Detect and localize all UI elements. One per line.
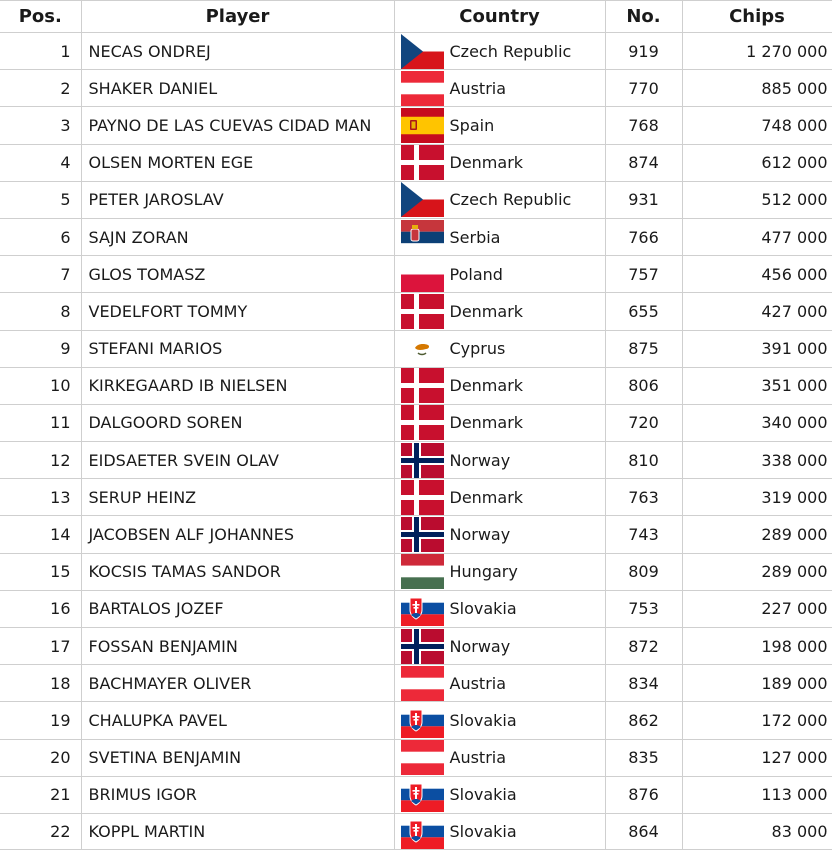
cell-country	[394, 739, 605, 776]
cell-pos: 6	[0, 218, 81, 255]
cell-chips: 289 000	[682, 553, 832, 590]
cell-no: 876	[605, 776, 682, 813]
cell-pos: 20	[0, 739, 81, 776]
flag-at-icon	[401, 666, 444, 701]
cell-pos: 14	[0, 516, 81, 553]
cell-no: 757	[605, 256, 682, 293]
cell-pos: 16	[0, 590, 81, 627]
cell-country	[394, 590, 605, 627]
flag-dk-icon	[401, 480, 444, 515]
cell-chips: 113 000	[682, 776, 832, 813]
cell-no: 835	[605, 739, 682, 776]
cell-no: 931	[605, 181, 682, 218]
cell-pos: 18	[0, 665, 81, 702]
cell-country	[394, 442, 605, 479]
cell-country	[394, 404, 605, 441]
country-name: Slovakia	[449, 599, 517, 619]
flag-sk-icon	[401, 703, 444, 738]
table-row	[0, 665, 832, 702]
country-name: Cyprus	[449, 339, 506, 359]
flag-no-icon	[401, 629, 444, 664]
cell-no: 720	[605, 404, 682, 441]
flag-no-icon	[401, 517, 444, 552]
cell-player: SAJN ZORAN	[81, 218, 394, 255]
flag-rs-icon	[401, 220, 444, 255]
cell-pos: 3	[0, 107, 81, 144]
cell-player: EIDSAETER SVEIN OLAV	[81, 442, 394, 479]
table-row	[0, 776, 832, 813]
flag-cz-icon	[401, 182, 444, 217]
cell-player: GLOS TOMASZ	[81, 256, 394, 293]
table-row	[0, 107, 832, 144]
cell-country	[394, 330, 605, 367]
cell-pos: 1	[0, 33, 81, 70]
table-row	[0, 367, 832, 404]
cell-player: BARTALOS JOZEF	[81, 590, 394, 627]
cell-chips: 456 000	[682, 256, 832, 293]
cell-country	[394, 144, 605, 181]
flag-sk-icon	[401, 591, 444, 626]
cell-chips: 172 000	[682, 702, 832, 739]
cell-no: 919	[605, 33, 682, 70]
flag-sk-icon	[401, 777, 444, 812]
table-row	[0, 479, 832, 516]
cell-country	[394, 665, 605, 702]
cell-no: 834	[605, 665, 682, 702]
cell-pos: 8	[0, 293, 81, 330]
cell-no: 743	[605, 516, 682, 553]
table-row	[0, 813, 832, 849]
cell-player: PAYNO DE LAS CUEVAS CIDAD MAN	[81, 107, 394, 144]
country-name: Norway	[449, 636, 511, 656]
cell-player: BRIMUS IGOR	[81, 776, 394, 813]
cell-chips: 391 000	[682, 330, 832, 367]
flag-dk-icon	[401, 405, 444, 440]
cell-player: SERUP HEINZ	[81, 479, 394, 516]
cell-player: OLSEN MORTEN EGE	[81, 144, 394, 181]
cell-country	[394, 702, 605, 739]
country-name: Denmark	[449, 413, 524, 433]
country-name: Serbia	[449, 227, 501, 247]
cell-chips: 351 000	[682, 367, 832, 404]
cell-country	[394, 367, 605, 404]
cell-player: BACHMAYER OLIVER	[81, 665, 394, 702]
cell-no: 806	[605, 367, 682, 404]
country-name: Denmark	[449, 376, 524, 396]
table-row	[0, 144, 832, 181]
flag-dk-icon	[401, 145, 444, 180]
cell-player: KOCSIS TAMAS SANDOR	[81, 553, 394, 590]
cell-no: 753	[605, 590, 682, 627]
cell-player: CHALUPKA PAVEL	[81, 702, 394, 739]
cell-chips: 338 000	[682, 442, 832, 479]
cell-pos: 11	[0, 404, 81, 441]
table-row	[0, 330, 832, 367]
cell-country	[394, 813, 605, 849]
flag-dk-icon	[401, 368, 444, 403]
country-name: Poland	[449, 264, 503, 284]
cell-pos: 21	[0, 776, 81, 813]
header-pos: Pos.	[0, 1, 81, 33]
cell-player: KOPPL MARTIN	[81, 813, 394, 849]
table-row	[0, 516, 832, 553]
cell-chips: 198 000	[682, 628, 832, 665]
cell-chips: 612 000	[682, 144, 832, 181]
country-name: Czech Republic	[449, 190, 572, 210]
cell-chips: 83 000	[682, 813, 832, 849]
flag-no-icon	[401, 443, 444, 478]
header-country: Country	[394, 1, 605, 33]
cell-player: STEFANI MARIOS	[81, 330, 394, 367]
cell-chips: 427 000	[682, 293, 832, 330]
cell-pos: 2	[0, 70, 81, 107]
cell-pos: 4	[0, 144, 81, 181]
flag-cy-icon	[401, 331, 444, 366]
country-name: Denmark	[449, 301, 524, 321]
country-name: Hungary	[449, 562, 518, 582]
flag-pl-icon	[401, 257, 444, 292]
cell-chips: 189 000	[682, 665, 832, 702]
table-row	[0, 404, 832, 441]
cell-chips: 748 000	[682, 107, 832, 144]
table-row	[0, 218, 832, 255]
cell-no: 768	[605, 107, 682, 144]
country-name: Czech Republic	[449, 41, 572, 61]
country-name: Slovakia	[449, 710, 517, 730]
cell-no: 875	[605, 330, 682, 367]
table-row	[0, 256, 832, 293]
flag-es-icon	[401, 108, 444, 143]
cell-player: JACOBSEN ALF JOHANNES	[81, 516, 394, 553]
table-row	[0, 33, 832, 70]
cell-chips: 477 000	[682, 218, 832, 255]
cell-pos: 10	[0, 367, 81, 404]
flag-dk-icon	[401, 294, 444, 329]
cell-player: VEDELFORT TOMMY	[81, 293, 394, 330]
cell-player: FOSSAN BENJAMIN	[81, 628, 394, 665]
country-name: Denmark	[449, 487, 524, 507]
header-chips: Chips	[682, 1, 832, 33]
cell-pos: 19	[0, 702, 81, 739]
cell-player: PETER JAROSLAV	[81, 181, 394, 218]
cell-pos: 13	[0, 479, 81, 516]
cell-no: 810	[605, 442, 682, 479]
cell-pos: 17	[0, 628, 81, 665]
country-name: Spain	[449, 115, 495, 135]
cell-country	[394, 33, 605, 70]
cell-pos: 9	[0, 330, 81, 367]
country-name: Slovakia	[449, 821, 517, 841]
cell-chips: 127 000	[682, 739, 832, 776]
cell-pos: 5	[0, 181, 81, 218]
table-row	[0, 293, 832, 330]
cell-no: 655	[605, 293, 682, 330]
cell-country	[394, 553, 605, 590]
cell-chips: 512 000	[682, 181, 832, 218]
cell-pos: 7	[0, 256, 81, 293]
country-name: Austria	[449, 78, 507, 98]
cell-chips: 885 000	[682, 70, 832, 107]
header-row	[0, 1, 832, 33]
table-row	[0, 590, 832, 627]
flag-sk-icon	[401, 814, 444, 849]
cell-pos: 15	[0, 553, 81, 590]
table-row	[0, 70, 832, 107]
header-player: Player	[81, 1, 394, 33]
cell-country	[394, 256, 605, 293]
cell-player: KIRKEGAARD IB NIELSEN	[81, 367, 394, 404]
country-name: Slovakia	[449, 785, 517, 805]
cell-chips: 289 000	[682, 516, 832, 553]
table-row	[0, 553, 832, 590]
cell-country	[394, 628, 605, 665]
country-name: Norway	[449, 525, 511, 545]
cell-chips: 227 000	[682, 590, 832, 627]
cell-no: 874	[605, 144, 682, 181]
cell-player: SVETINA BENJAMIN	[81, 739, 394, 776]
cell-no: 864	[605, 813, 682, 849]
table-row	[0, 702, 832, 739]
flag-at-icon	[401, 71, 444, 106]
cell-no: 770	[605, 70, 682, 107]
cell-country	[394, 776, 605, 813]
country-name: Denmark	[449, 153, 524, 173]
cell-chips: 319 000	[682, 479, 832, 516]
cell-no: 862	[605, 702, 682, 739]
cell-pos: 12	[0, 442, 81, 479]
cell-player: NECAS ONDREJ	[81, 33, 394, 70]
cell-no: 872	[605, 628, 682, 665]
table-row	[0, 628, 832, 665]
table-row	[0, 181, 832, 218]
cell-player: DALGOORD SOREN	[81, 404, 394, 441]
flag-cz-icon	[401, 34, 444, 69]
table-row	[0, 442, 832, 479]
flag-at-icon	[401, 740, 444, 775]
country-name: Austria	[449, 673, 507, 693]
cell-country	[394, 516, 605, 553]
cell-no: 766	[605, 218, 682, 255]
cell-player: SHAKER DANIEL	[81, 70, 394, 107]
header-no: No.	[605, 1, 682, 33]
cell-country	[394, 293, 605, 330]
cell-country	[394, 218, 605, 255]
country-name: Austria	[449, 748, 507, 768]
cell-country	[394, 479, 605, 516]
cell-country	[394, 181, 605, 218]
table-row	[0, 739, 832, 776]
country-name: Norway	[449, 450, 511, 470]
cell-country	[394, 70, 605, 107]
cell-chips: 340 000	[682, 404, 832, 441]
cell-no: 763	[605, 479, 682, 516]
cell-no: 809	[605, 553, 682, 590]
flag-hu-icon	[401, 554, 444, 589]
cell-country	[394, 107, 605, 144]
cell-chips: 1 270 000	[682, 33, 832, 70]
cell-pos: 22	[0, 813, 81, 849]
